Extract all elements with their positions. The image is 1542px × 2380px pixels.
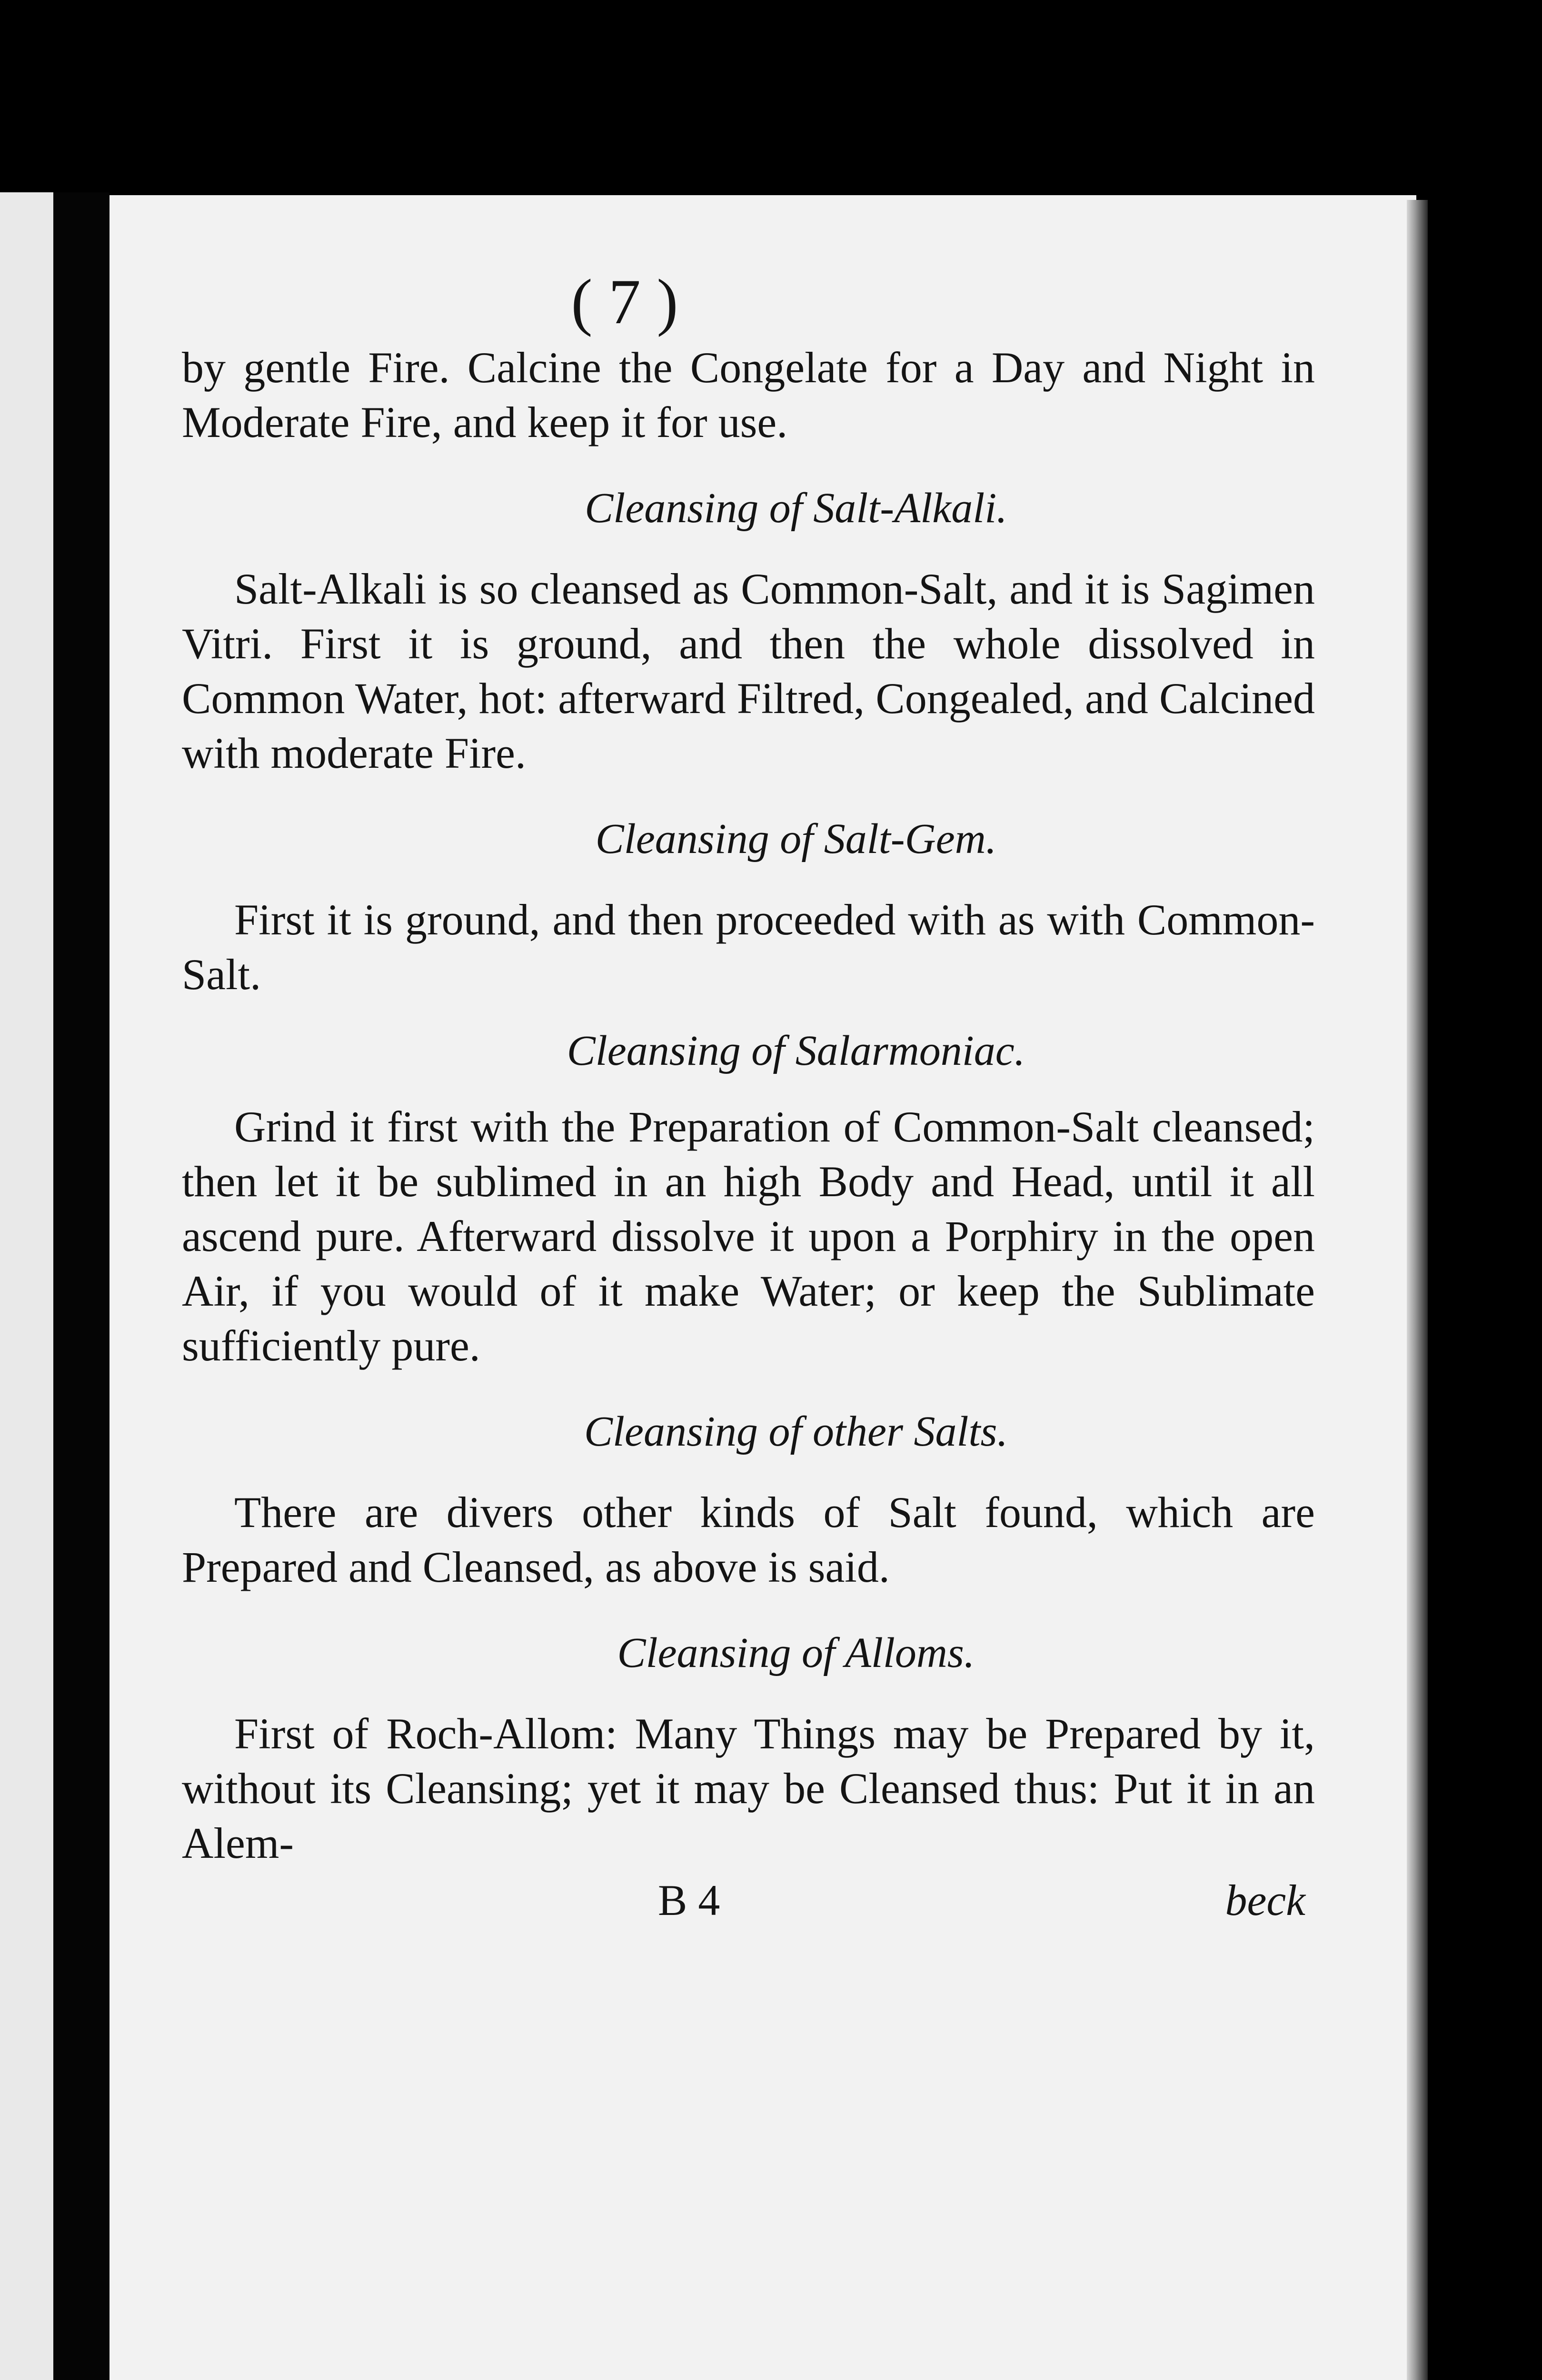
book-gutter [53,192,109,2380]
page-edge-shadow [1407,200,1428,2380]
heading-salt-alkali: Cleansing of Salt-Alkali. [585,485,1007,532]
heading-salt-gem: Cleansing of Salt-Gem. [595,815,997,863]
book-page [109,195,1416,2380]
heading-other-salts: Cleansing of other Salts. [584,1408,1008,1455]
paragraph-continuation: by gentle Fire. Calcine the Congelate for a Day and Night in Moderate Fire, and keep it for use. [182,343,1315,446]
page-footer [182,1873,1315,1928]
page-number: ( 7 ) [571,267,678,337]
heading-salarmoniac: Cleansing of Salarmoniac. [567,1027,1025,1074]
paragraph-salt-gem: First it is ground, and then proceeded with as with Common-Salt. [182,895,1315,999]
paragraph-salt-alkali: Salt-Alkali is so cleansed as Common-Salt, and it is Sagimen Vitri. First it is ground, and then the whole dissolved in Common Water, hot: afterward Filtred, Congealed, and Calcined with moderate Fire. [182,565,1315,777]
paragraph-alloms: First of Roch-Allom: Many Things may be Prepared by it, without its Cleansing; yet it may be Cleansed thus: Put it in an Alem- [182,1709,1315,1867]
catchword: beck [1225,1876,1305,1924]
facing-page-edge [0,192,53,2380]
paragraph-other-salts: There are divers other kinds of Salt found, which are Prepared and Cleansed, as above is said. [182,1488,1315,1591]
page-text [182,267,1315,1928]
heading-alloms: Cleansing of Alloms. [617,1629,975,1676]
paragraph-salarmoniac: Grind it first with the Preparation of Common-Salt cleansed; then let it be sublimed in an high Body and Head, until it all ascend pure. Afterward dissolve it upon a Porphiry in the open Air, if you would of it make Water; or keep the Sublimate sufficiently pure. [182,1102,1315,1370]
signature-mark: B 4 [658,1876,720,1924]
